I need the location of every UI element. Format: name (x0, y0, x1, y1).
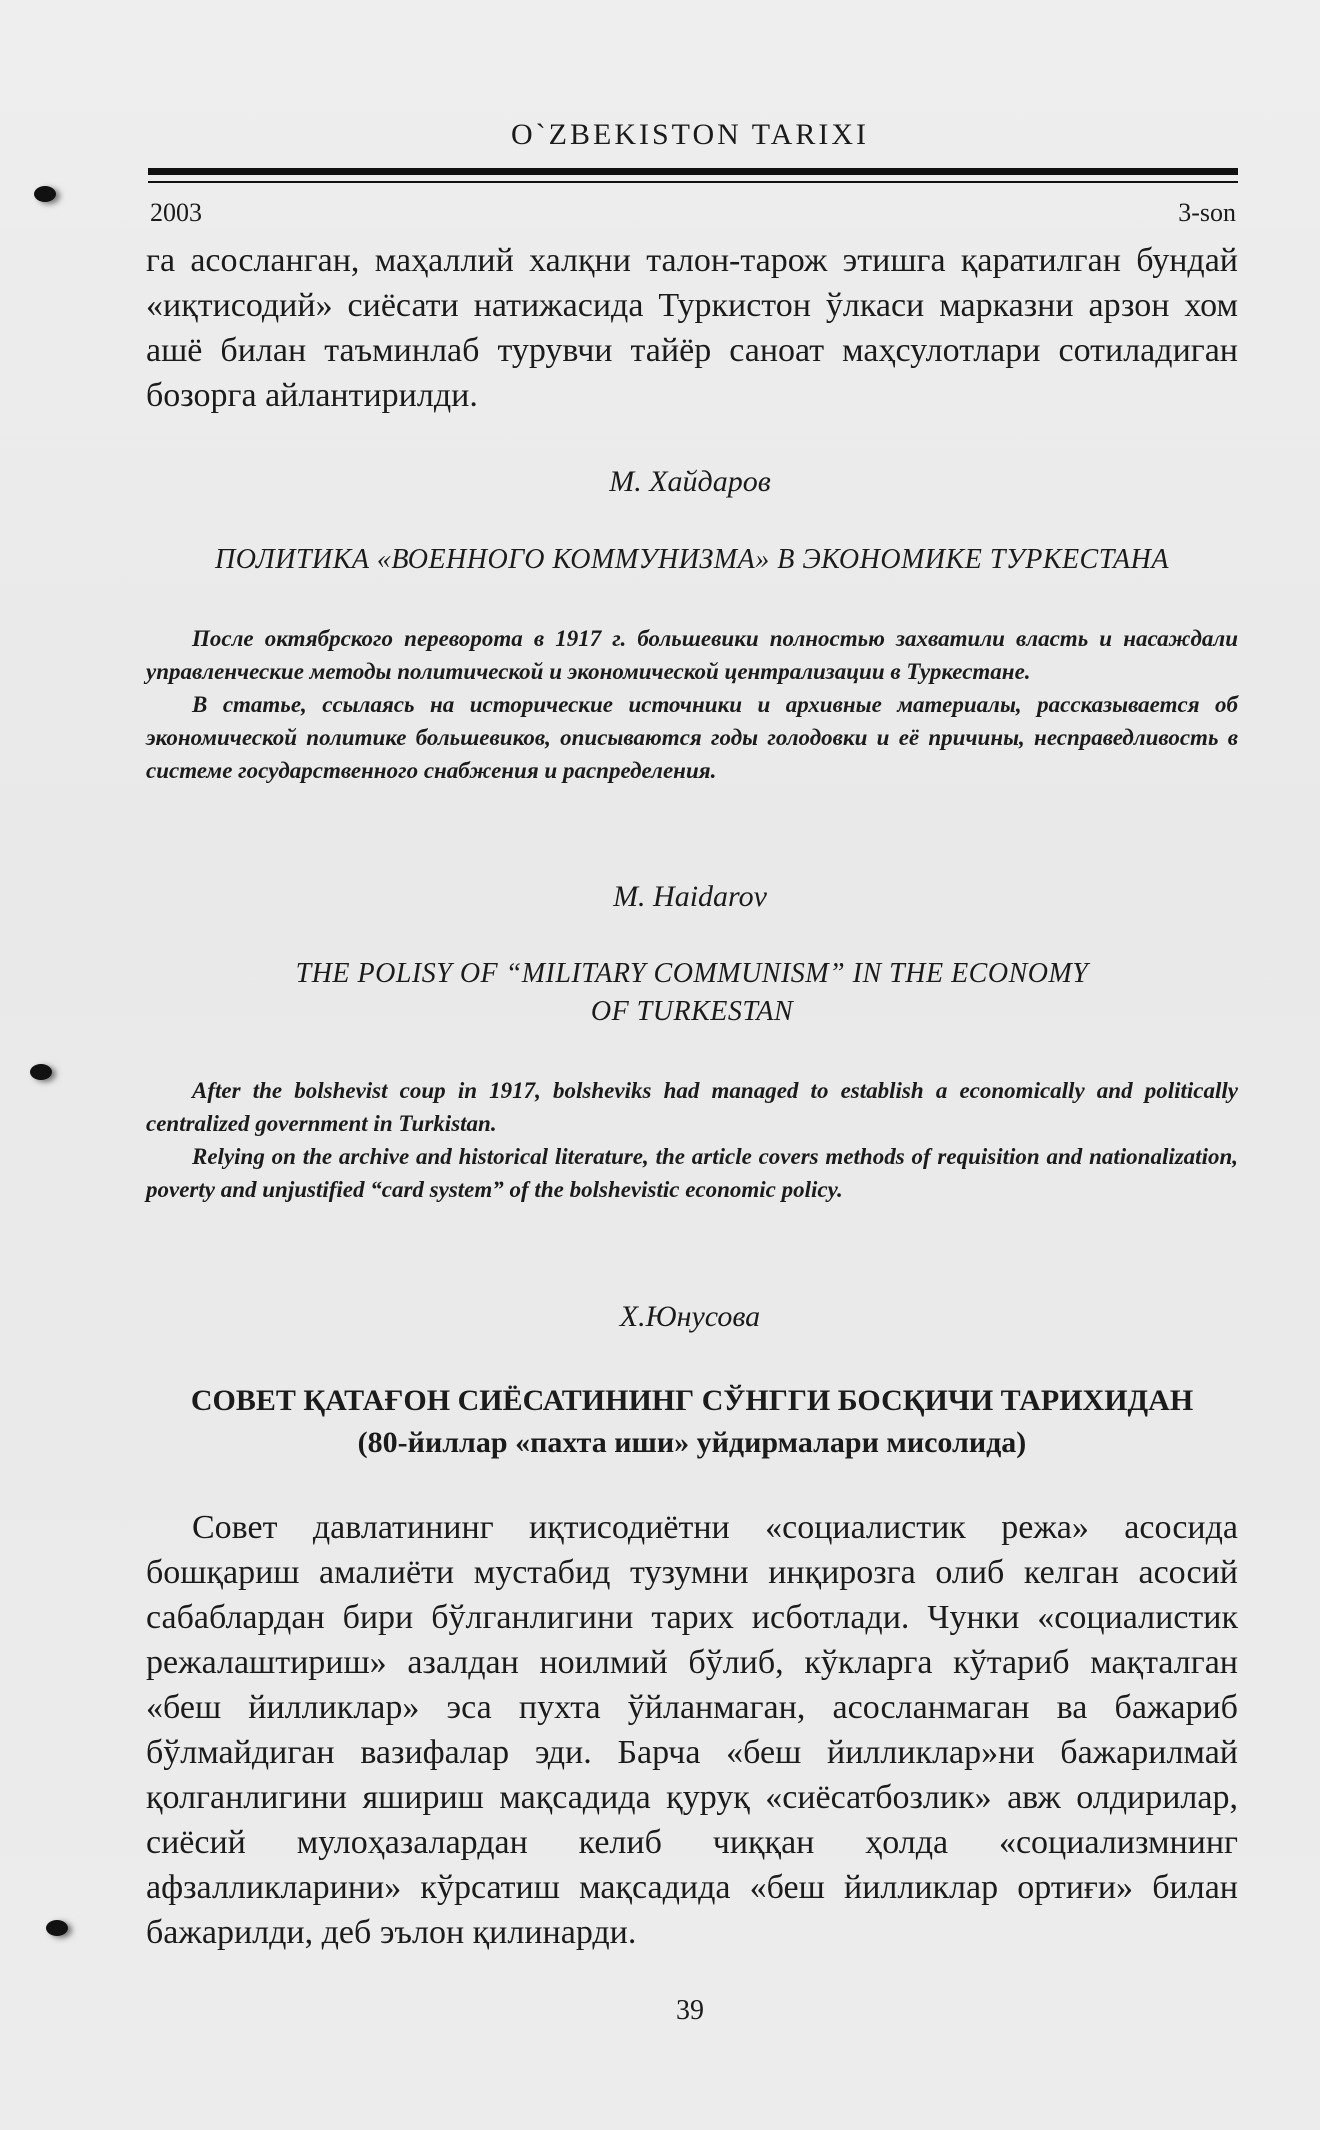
page-number: 39 (676, 1995, 704, 2026)
english-abstract-paragraph: Relying on the archive and historical literature, the article covers methods of requisition and nationalization, poverty and unjustified “card system” of the bolshevistic economic policy. (146, 1144, 1238, 1202)
punch-hole-mark (30, 1064, 52, 1080)
continued-paragraph: га асосланган, маҳаллий халқни талон-тарож этишга қаратилган бундай «иқтисодий» сиёсати натижасида Туркистон ўлкаси марказни арзон хом ашё билан таъминлаб турувчи тайёр саноат маҳсулотлари сотиладиган бозорга айлантирилди. (146, 242, 1238, 414)
issue-year: 2003 (150, 198, 202, 227)
english-title-line: OF TURKESTAN (590, 996, 794, 1027)
english-abstract-paragraph: After the bolshevist coup in 1917, bolsheviks had managed to establish a economically and politically centralized government in Turkistan. (146, 1078, 1238, 1136)
article-author: Х.Юнусова (619, 1300, 761, 1333)
header-rule-thick (148, 168, 1238, 175)
punch-hole-mark (46, 1920, 68, 1936)
article-title (146, 1380, 1238, 1464)
english-abstract (146, 1074, 1238, 1206)
russian-abstract-paragraph: После октябрского переворота в 1917 г. большевики полностью захватили власть и насаждали управленческие методы политической и экономической централизации в Туркестане. (146, 626, 1238, 684)
article-title-line: СОВЕТ ҚАТАҒОН СИЁСАТИНИНГ СЎНГГИ БОСҚИЧИ ТАРИХИДАН (190, 1384, 1194, 1417)
header-rule-thin (148, 181, 1238, 183)
issue-number: 3-son (1178, 198, 1236, 227)
journal-title: O`ZBEKISTON TARIXI (511, 118, 869, 151)
article-paragraph: Совет давлатининг иқтисодиётни «социалистик режа» асосида бошқариш амалиёти мустабид тузумни инқирозга олиб келган асосий сабаблардан бири бўлганлигини тарих исботлади. Чунки «социалистик режалаштириш» азалдан ноилмий бўлиб, кўкларга кўтариб мақталган «беш йилликлар» эса пухта ўйланмаган, асосланмаган ва бажариб бўлмайдиган вазифалар эди. Барча «беш йилликлар»ни бажарилмай қолганлигини яшириш мақсадида қуруқ «сиёсатбозлик» авж олдирилар, сиёсий мулоҳазалардан келиб чиққан ҳолда «социализмнинг афзалликларини» кўрсатиш мақсадида «беш йилликлар ортиғи» билан бажарилди, деб эълон қилинарди. (146, 1509, 1238, 1951)
russian-abstract (146, 622, 1238, 787)
english-author: M. Haidarov (613, 880, 767, 913)
article-subtitle-line: (80-йиллар «пахта иши» уйдирмалари мисолида) (357, 1426, 1027, 1459)
russian-title: ПОЛИТИКА «ВОЕННОГО КОММУНИЗМА» В ЭКОНОМИКЕ ТУРКЕСТАНА (215, 544, 1169, 575)
russian-abstract-paragraph: В статье, ссылаясь на исторические источники и архивные материалы, рассказывается об экономической политике большевиков, описываются годы голодовки и её причины, несправедливость в системе государственного снабжения и распределения. (146, 692, 1238, 783)
english-title (146, 955, 1238, 1031)
punch-hole-mark (34, 186, 56, 202)
english-title-line: THE POLISY OF “MILITARY COMMUNISM” IN THE ECONOMY (295, 958, 1089, 989)
russian-author: М. Хайдаров (609, 465, 771, 498)
